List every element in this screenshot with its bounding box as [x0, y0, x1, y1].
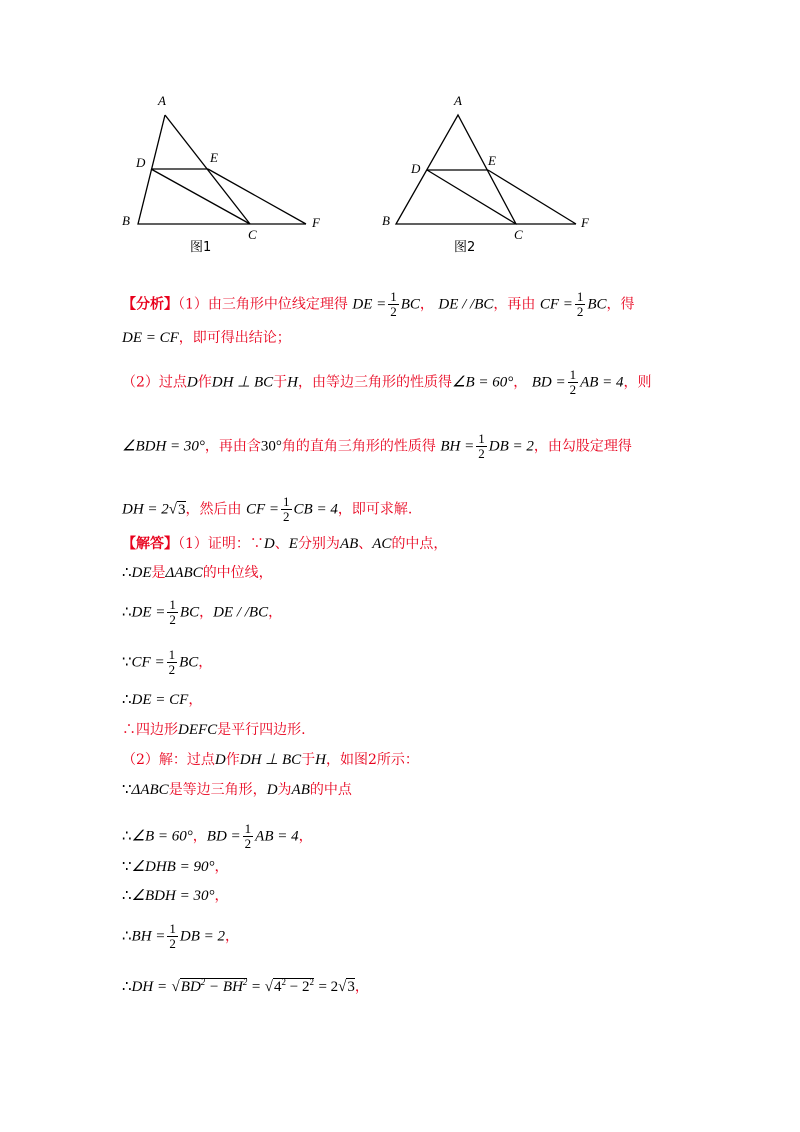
solution-line-3: ∴DE = $\frac{1}{2}$ BC，DE / /BC，: [122, 597, 283, 627]
fig1-label-D: D: [136, 155, 146, 170]
analysis-line-5: DH = 2√3，然后由 CF = $\frac{1}{2}$ CB = 4，即可求解.: [122, 494, 413, 524]
solution-line-12: ∴BH = $\frac{1}{2}$ DB = 2，: [122, 921, 240, 951]
fig1-label-E: E: [210, 150, 218, 165]
analysis-line-4: ∠BDH = 30°，再由含30°角的直角三角形的性质得 BH = $\frac{1}{2}$ DB = 2，由勾股定理得: [122, 431, 632, 461]
fig2-label-A: A: [454, 93, 462, 108]
figure-1-diagram: [110, 85, 340, 255]
analysis-tag: 【分析】: [122, 296, 178, 313]
solution-line-11: ∴∠BDH = 30°，: [122, 888, 229, 904]
solution-line-13: ∴DH = $√BD^2 - BH^2 = √4^2 - 2^2 = 2√3$，: [122, 977, 369, 995]
analysis-line-1: 【分析】（1）由三角形中位线定理得 DE = $\frac{1}{2}$ BC， DE / /BC，再由 CF = $\frac{1}{2}$ BC，得: [122, 289, 635, 319]
fig2-label-F: F: [581, 215, 589, 230]
fig2-label-E: E: [488, 153, 496, 168]
solution-line-6: ∴四边形DEFC是平行四边形.: [122, 722, 306, 738]
solution-line-2: ∴DE是ΔABC的中位线，: [122, 565, 273, 581]
solution-tag: 【解答】: [122, 536, 178, 552]
fig1-label-A: A: [158, 93, 166, 108]
solution-line-9: ∴∠B = 60°，BD = $\frac{1}{2}$ AB = 4，: [122, 821, 313, 851]
fig1-caption: 图1: [190, 240, 212, 255]
fig2-caption: 图2: [454, 240, 476, 255]
fig2-label-C: C: [514, 227, 523, 242]
figure-2-diagram: [378, 85, 608, 255]
fig1-label-F: F: [312, 215, 320, 230]
figure-2: [378, 85, 608, 259]
fig2-label-B: B: [382, 213, 390, 228]
solution-line-4: ∵CF = $\frac{1}{2}$ BC，: [122, 647, 213, 677]
solution-line-1: 【解答】（1）证明：∵D、E分别为AB、AC的中点，: [122, 536, 448, 552]
solution-line-8: ∵ΔABC是等边三角形，D为AB的中点: [122, 782, 352, 798]
solution-line-7: （2）解：过点D作DH ⊥ BC于H，如图2所示：: [122, 752, 419, 768]
fig1-label-C: C: [248, 227, 257, 242]
figure-1: [110, 85, 340, 259]
analysis-line-3: （2）过点D作DH ⊥ BC于H，由等边三角形的性质得∠B = 60°， BD = $\frac{1}{2}$ AB = 4，则: [122, 367, 652, 397]
fig2-label-D: D: [411, 161, 421, 176]
fig1-label-B: B: [122, 213, 130, 228]
solution-line-5: ∴DE = CF，: [122, 692, 203, 708]
analysis-line-2: DE = CF，即可得出结论；: [122, 330, 291, 346]
solution-line-10: ∵∠DHB = 90°，: [122, 859, 229, 875]
